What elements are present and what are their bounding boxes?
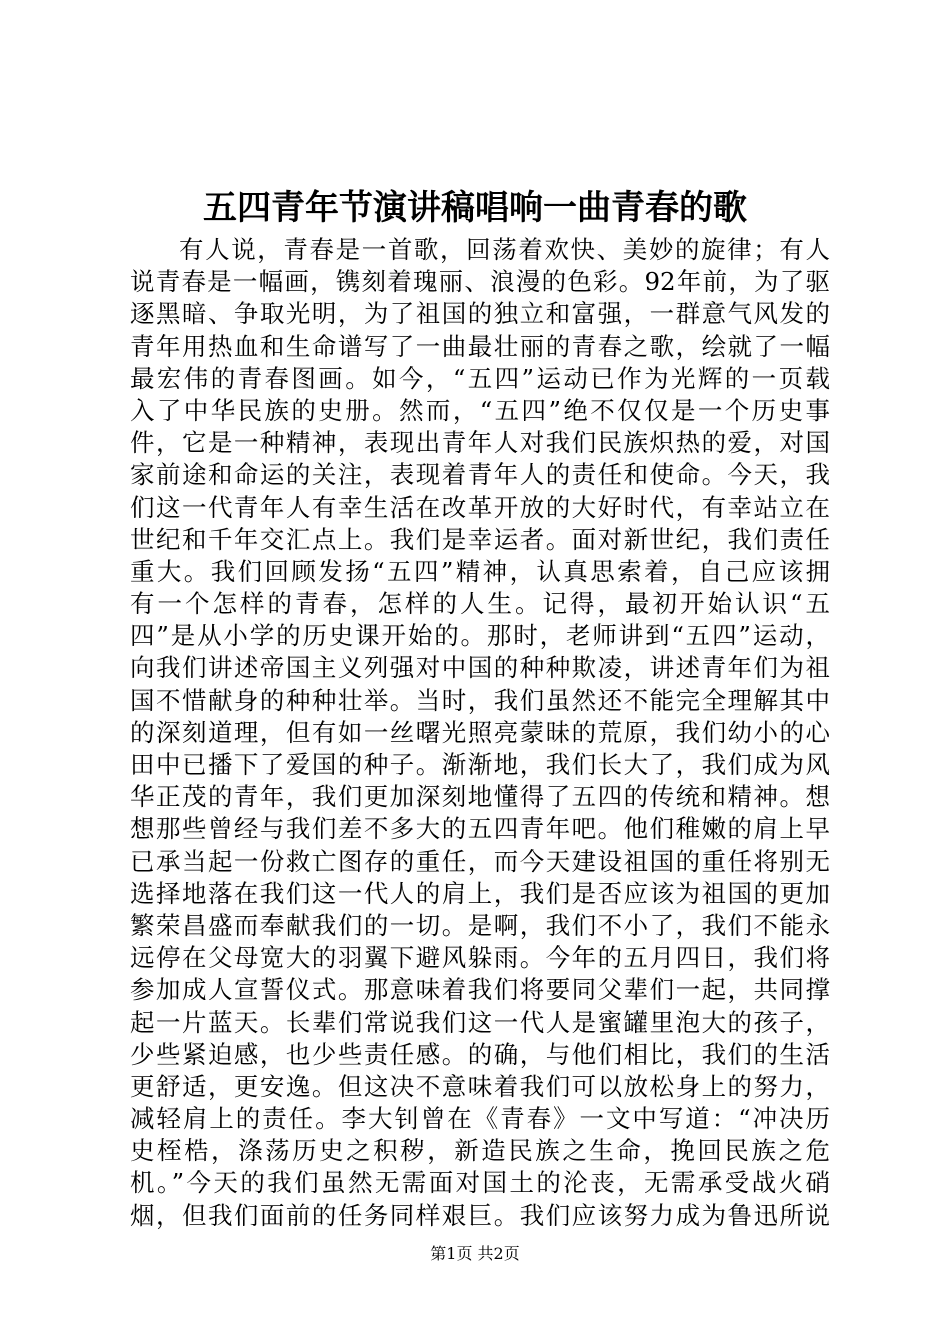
paragraph-line: 少些紧迫感，也少些责任感。的确，与他们相比，我们的生活 (130, 1039, 830, 1069)
paragraph-line: 入了中华民族的史册。然而，“五四”绝不仅仅是一个历史事 (130, 395, 830, 425)
paragraph-line: 有一个怎样的青春，怎样的人生。记得，最初开始认识“五 (130, 589, 830, 619)
paragraph-line: 件，它是一种精神，表现出青年人对我们民族炽热的爱，对国 (130, 428, 830, 458)
paragraph-line: 华正茂的青年，我们更加深刻地懂得了五四的传统和精神。想 (130, 782, 830, 812)
paragraph-line: 的深刻道理，但有如一丝曙光照亮蒙昧的荒原，我们幼小的心 (130, 717, 830, 747)
paragraph-line: 逐黑暗、争取光明，为了祖国的独立和富强，一群意气风发的 (130, 299, 830, 329)
paragraph-line: 减轻肩上的责任。李大钊曾在《青春》一文中写道：“冲决历 (130, 1104, 830, 1134)
paragraph-line: 们这一代青年人有幸生活在改革开放的大好时代，有幸站立在 (130, 492, 830, 522)
paragraph-line: 史桎梏，涤荡历史之积秽，新造民族之生命，挽回民族之危 (130, 1136, 830, 1166)
paragraph-line: 最宏伟的青春图画。如今，“五四”运动已作为光辉的一页载 (130, 363, 830, 393)
paragraph-line: 世纪和千年交汇点上。我们是幸运者。面对新世纪，我们责任 (130, 524, 830, 554)
paragraph-line: 机。”今天的我们虽然无需面对国土的沦丧，无需承受战火硝 (130, 1168, 830, 1198)
paragraph-line: 有人说，青春是一首歌，回荡着欢快、美妙的旋律；有人 (179, 235, 830, 264)
paragraph-line: 青年用热血和生命谱写了一曲最壮丽的青春之歌，绘就了一幅 (130, 331, 830, 361)
paragraph-line: 田中已播下了爱国的种子。渐渐地，我们长大了，我们成为风 (130, 750, 830, 779)
paragraph-line: 已承当起一份救亡图存的重任，而今天建设祖国的重任将别无 (130, 846, 830, 876)
body-paragraph (130, 234, 830, 1232)
paragraph-line: 家前途和命运的关注，表现着青年人的责任和使命。今天，我 (130, 460, 830, 490)
paragraph-line: 四”是从小学的历史课开始的。那时，老师讲到“五四”运动， (130, 621, 830, 651)
paragraph-line: 想那些曾经与我们差不多大的五四青年吧。他们稚嫩的肩上早 (130, 814, 830, 844)
paragraph-line: 说青春是一幅画，镌刻着瑰丽、浪漫的色彩。92年前，为了驱 (130, 267, 830, 297)
paragraph-line: 起一片蓝天。长辈们常说我们这一代人是蜜罐里泡大的孩子， (130, 1007, 830, 1037)
document-title: 五四青年节演讲稿唱响一曲青春的歌 (203, 188, 747, 228)
paragraph-line: 更舒适，更安逸。但这决不意味着我们可以放松身上的努力， (130, 1071, 830, 1101)
paragraph-line: 选择地落在我们这一代人的肩上，我们是否应该为祖国的更加 (130, 878, 830, 908)
page-number-footer: 第1页 共2页 (430, 1244, 520, 1263)
paragraph-line: 烟，但我们面前的任务同样艰巨。我们应该努力成为鲁迅所说 (130, 1200, 830, 1230)
paragraph-line: 重大。我们回顾发扬“五四”精神，认真思索着，自己应该拥 (130, 556, 830, 586)
paragraph-line: 远停在父母宽大的羽翼下避风躲雨。今年的五月四日，我们将 (130, 943, 830, 973)
paragraph-line: 繁荣昌盛而奉献我们的一切。是啊，我们不小了，我们不能永 (130, 910, 830, 940)
paragraph-line: 参加成人宣誓仪式。那意味着我们将要同父辈们一起，共同撑 (130, 975, 830, 1005)
paragraph-line: 国不惜献身的种种壮举。当时，我们虽然还不能完全理解其中 (130, 685, 830, 715)
paragraph-line: 向我们讲述帝国主义列强对中国的种种欺凌，讲述青年们为祖 (130, 653, 830, 683)
